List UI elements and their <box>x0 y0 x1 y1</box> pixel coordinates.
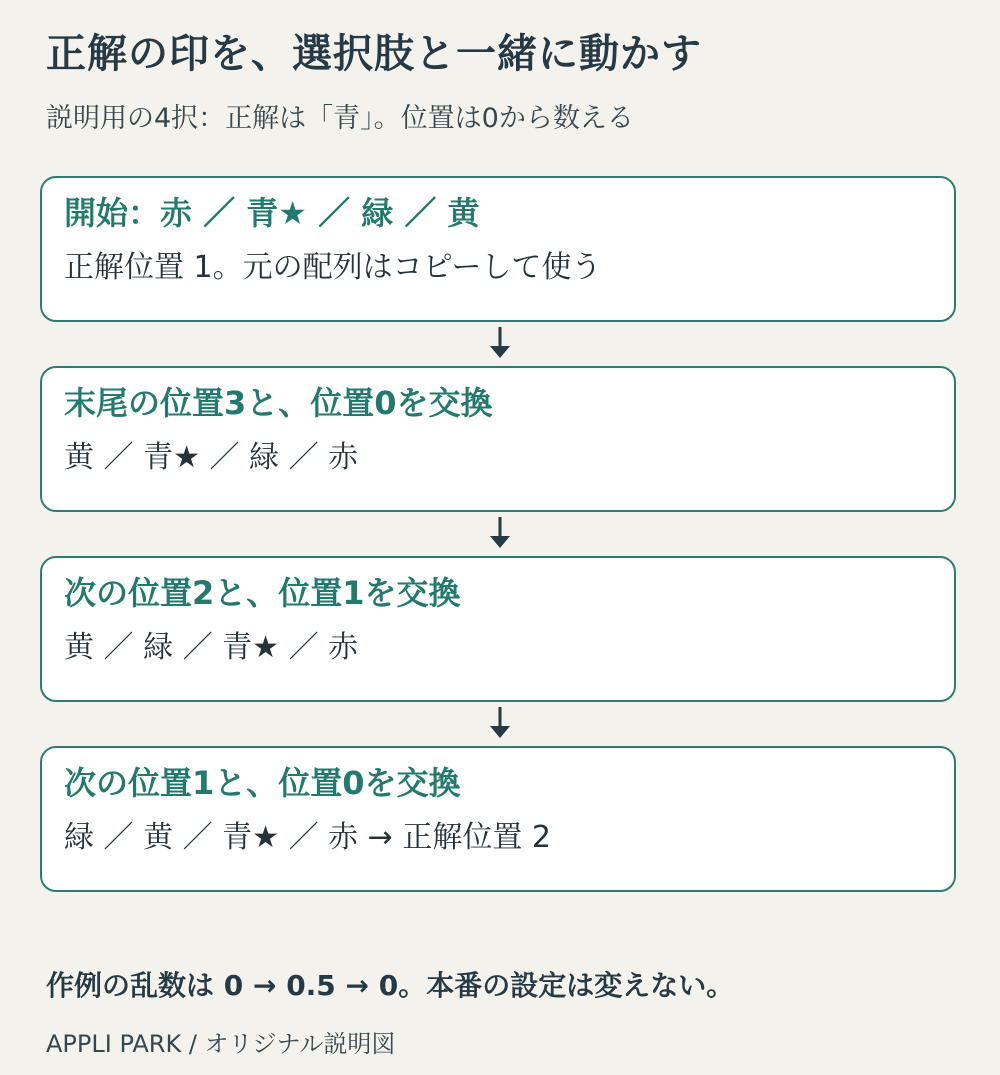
step-title: 開始：赤 ／ 青★ ／ 緑 ／ 黄 <box>64 194 480 232</box>
step-body: 正解位置 1。元の配列はコピーして使う <box>64 250 602 285</box>
down-arrow-icon <box>487 516 513 550</box>
step-title: 末尾の位置3と、位置0を交換 <box>64 384 493 422</box>
step-box-start <box>40 176 956 322</box>
step-box-swap-3-0 <box>40 366 956 512</box>
step-box-swap-1-0 <box>40 746 956 892</box>
page-title: 正解の印を、選択肢と一緒に動かす <box>46 31 702 77</box>
step-title: 次の位置2と、位置1を交換 <box>64 574 461 612</box>
down-arrow-icon <box>487 326 513 360</box>
step-title: 次の位置1と、位置0を交換 <box>64 764 461 802</box>
credit-line: APPLI PARK / オリジナル説明図 <box>46 1030 396 1058</box>
step-body: 黄 ／ 緑 ／ 青★ ／ 赤 <box>64 630 359 665</box>
step-body: 緑 ／ 黄 ／ 青★ ／ 赤 → 正解位置 2 <box>64 820 551 855</box>
step-box-swap-2-1 <box>40 556 956 702</box>
page-subtitle: 説明用の4択：正解は「青」。位置は0から数える <box>46 103 634 134</box>
step-body: 黄 ／ 青★ ／ 緑 ／ 赤 <box>64 440 359 475</box>
down-arrow-icon <box>487 706 513 740</box>
footnote: 作例の乱数は 0 → 0.5 → 0。本番の設定は変えない。 <box>46 969 735 1002</box>
